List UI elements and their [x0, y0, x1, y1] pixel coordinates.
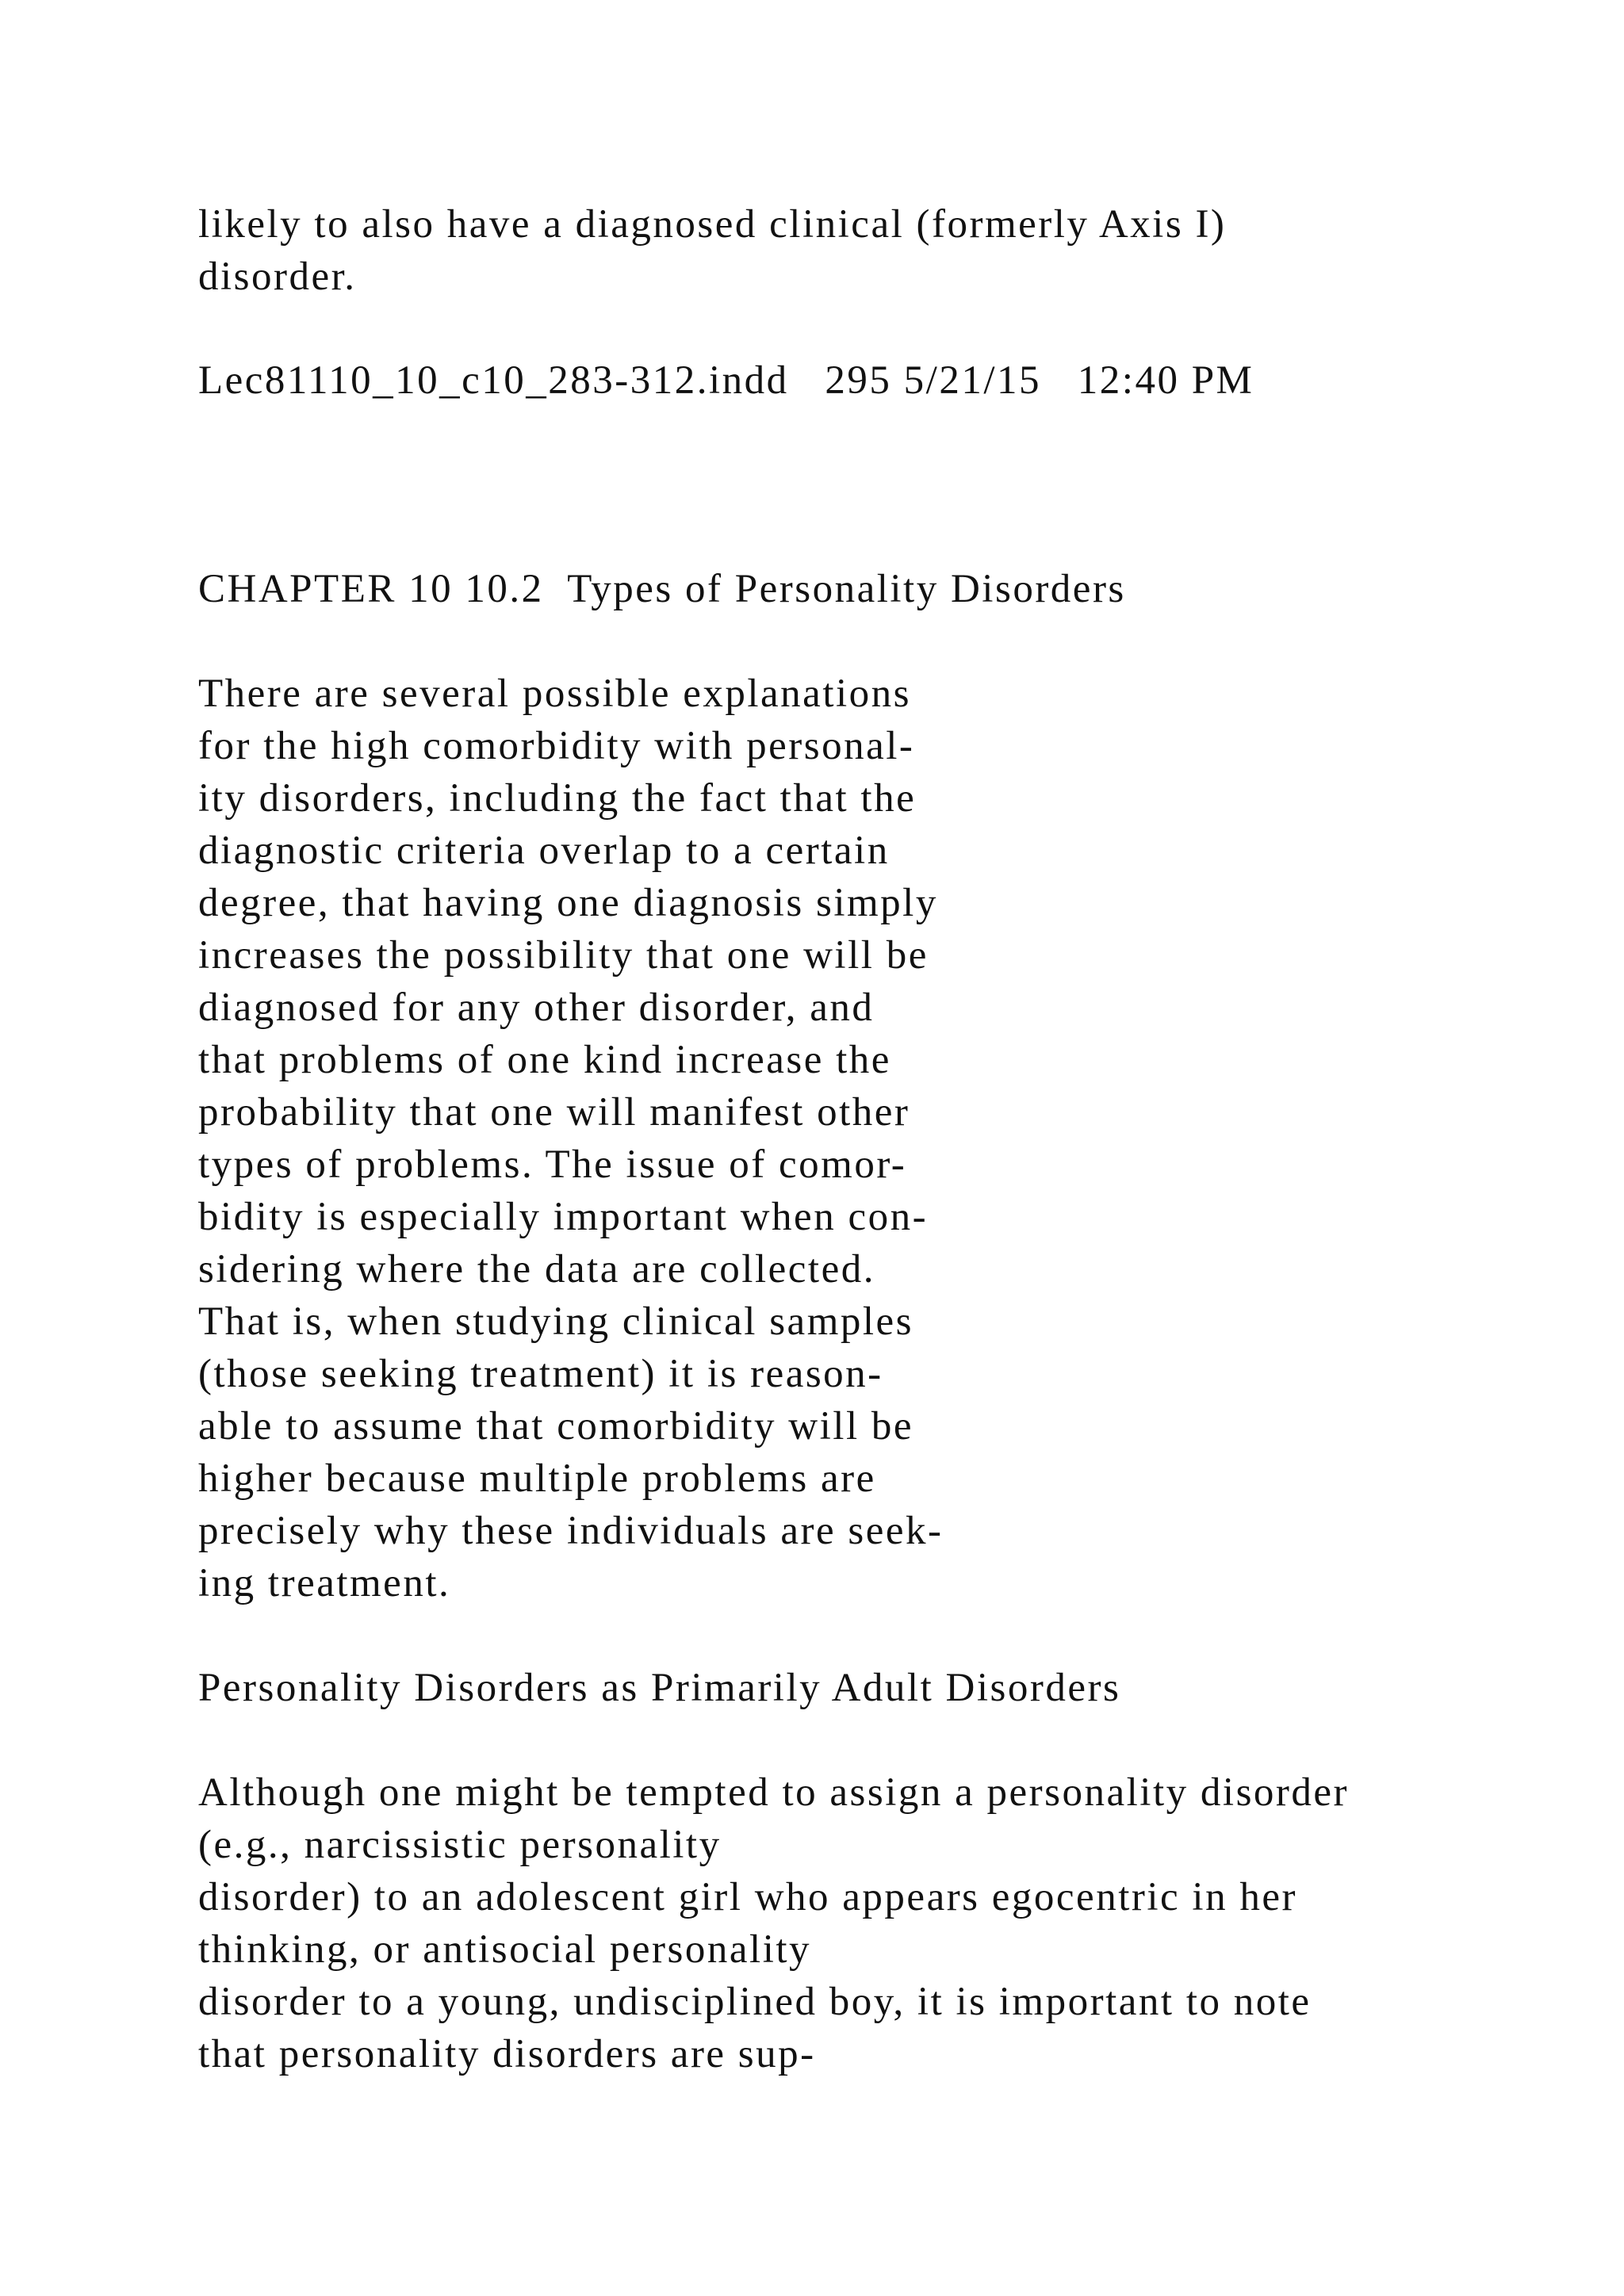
body-line: (e.g., narcissistic personality	[198, 1823, 722, 1867]
paragraph-line: degree, that having one diagnosis simply	[198, 881, 938, 925]
section-header: CHAPTER 10 10.2 Types of Personality Disorders	[198, 567, 1126, 611]
paragraph-line: increases the possibility that one will be	[198, 933, 929, 978]
paragraph-line: sidering where the data are collected.	[198, 1247, 875, 1292]
paragraph-line: for the high comorbidity with personal-	[198, 724, 915, 768]
paragraph-line: There are several possible explanations	[198, 672, 912, 716]
paragraph-line: that problems of one kind increase the	[198, 1038, 891, 1082]
paragraph-line: types of problems. The issue of comor-	[198, 1142, 907, 1187]
paragraph-line: (those seeking treatment) it is reason-	[198, 1352, 883, 1396]
paragraph-line: probability that one will manifest other	[198, 1090, 910, 1135]
intro-line: disorder.	[198, 254, 357, 299]
paragraph-line: precisely why these individuals are seek-	[198, 1509, 944, 1553]
intro-line: likely to also have a diagnosed clinical (formerly Axis I)	[198, 202, 1227, 247]
paragraph-line: That is, when studying clinical samples	[198, 1299, 914, 1344]
body-line: Although one might be tempted to assign a personality disorder	[198, 1770, 1350, 1815]
body-line: that personality disorders are sup-	[198, 2032, 816, 2076]
paragraph-line: bidity is especially important when con-	[198, 1195, 929, 1239]
paragraph-line: ity disorders, including the fact that the	[198, 776, 917, 821]
paragraph-line: ing treatment.	[198, 1561, 451, 1605]
body-line: thinking, or antisocial personality	[198, 1927, 812, 1972]
paragraph-line: able to assume that comorbidity will be	[198, 1404, 914, 1448]
paragraph-line: diagnostic criteria overlap to a certain	[198, 828, 890, 873]
paragraph-line: higher because multiple problems are	[198, 1456, 876, 1501]
body-line: disorder to a young, undisciplined boy, it is important to note	[198, 1980, 1312, 2024]
subheading: Personality Disorders as Primarily Adult Disorders	[198, 1666, 1121, 1710]
paragraph-line: diagnosed for any other disorder, and	[198, 985, 875, 1030]
body-line: disorder) to an adolescent girl who appears egocentric in her	[198, 1875, 1297, 1919]
file-stamp: Lec81110_10_c10_283-312.indd 295 5/21/15 12:40 PM	[198, 358, 1254, 403]
